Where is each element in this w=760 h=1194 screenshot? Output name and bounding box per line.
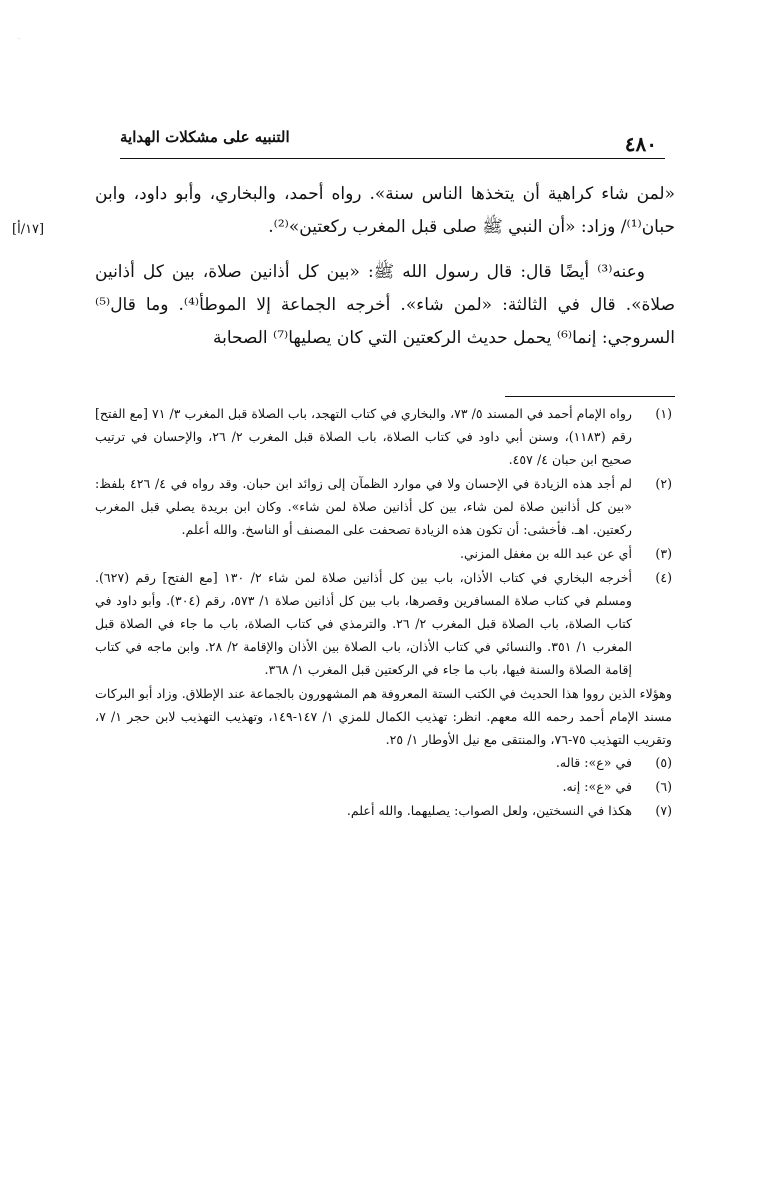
footnote-5 — [95, 751, 672, 774]
footnote-text: رواه الإمام أحمد في المسند ٥/ ٧٣، والبخاري في كتاب التهجد، باب الصلاة قبل المغرب ٣/ ٧١ [مع الفتح] رقم (١١٨٣)، وسنن أبي داود في كتاب الصلاة، باب الصلاة قبل المغرب ٢/ ٢٦، والإحسان في ترتيب صحيح ابن حبان ٤/ ٤٥٧. — [95, 406, 632, 467]
footnote-7 — [95, 799, 672, 822]
footnote-number: (٧) — [655, 803, 672, 818]
main-paragraph-2: وعنه⁽³⁾ أيضًا قال: قال رسول الله ﷺ: «بين كل أذانين صلاة، بين كل أذانين صلاة». قال في الثالثة: «لمن شاء». أخرجه الجماعة إلا الموطأ⁽⁴⁾. وما قال⁽⁵⁾ السروجي: إنما⁽⁶⁾ يحمل حديث الركعتين التي كان يصليها⁽⁷⁾ الصحابة — [95, 262, 676, 348]
footnote-text: أخرجه البخاري في كتاب الأذان، باب بين كل أذانين صلاة لمن شاء ٢/ ١٣٠ [مع الفتح] رقم (٦٢٧). ومسلم في كتاب صلاة المسافرين وقصرها، باب بين كل أذانين صلاة ١/ ٥٧٣، رقم (٣٠٤). وأبو داود في كتاب الصلاة، باب الصلاة قبل المغرب ٢/ ٢٦. والترمذي في كتاب الصلاة، باب ما جاء في الصلاة قبل المغرب ١/ ٣٥١. والنسائي في كتاب الأذان، باب الصلاة بين الأذان والإقامة ٢/ ٢٨. وابن ماجه في كتاب إقامة الصلاة والسنة فيها، باب ما جاء في الركعتين قبل المغرب ١/ ٣٦٨. — [95, 570, 633, 677]
footnote-number: (١) — [655, 406, 672, 421]
page-number: ٤٨٠ — [624, 132, 657, 156]
footnote-number: (٦) — [655, 779, 672, 794]
footnote-text: لم أجد هذه الزيادة في الإحسان ولا في موارد الظمآن إلى زوائد ابن حبان. وقد رواه في ٤/ ٤٢٦ بلفظ: «بين كل أذانين صلاة لمن شاء، بين كل أذانين صلاة لمن شاء». وكان ابن بريدة يصلي قبل المغرب ركعتين. اهـ. فأخشى: أن تكون هذه الزيادة تصحفت على المصنف أو الناسخ. والله أعلم. — [95, 476, 632, 537]
manuscript-folio-ref: [١٧/أ] — [12, 222, 45, 237]
footnote-6 — [95, 775, 672, 798]
footnote-text: في «ع»: قاله. — [555, 755, 632, 770]
footnote-number: (٥) — [655, 755, 672, 770]
footnote-4 — [95, 566, 672, 681]
running-title: التنبيه على مشكلات الهداية — [120, 128, 290, 146]
crop-mark: · — [18, 36, 20, 43]
footnote-text: في «ع»: إنه. — [562, 779, 632, 794]
footnote-1 — [95, 402, 672, 471]
footnotes — [95, 402, 672, 823]
footnote-4-continuation: وهؤلاء الذين رووا هذا الحديث في الكتب الستة المعروفة هم المشهورون بالجماعة عند الإطلاق. وزاد أبو البركات مسند الإمام أحمد رحمه الله معهم. انظر: تهذيب الكمال للمزي ١/ ١٤٧-١٤٩، وتهذيب التهذيب لابن حجر ١/ ٧، وتقريب التهذيب ٧٥-٧٦، والمنتقى مع نيل الأوطار ١/ ٢٥. — [95, 686, 672, 747]
footnote-2 — [95, 472, 672, 541]
page-header — [120, 118, 665, 159]
main-paragraph-1: «لمن شاء كراهية أن يتخذها الناس سنة». رواه أحمد، والبخاري، وأبو داود، وابن حبان⁽¹⁾/ وزاد: «أن النبي ﷺ صلى قبل المغرب ركعتين»⁽²⁾. — [95, 184, 675, 237]
footnote-separator — [505, 396, 675, 397]
footnote-3 — [95, 542, 672, 565]
footnote-number: (٣) — [655, 546, 672, 561]
footnote-text: هكذا في النسختين، ولعل الصواب: يصليهما. والله أعلم. — [346, 803, 632, 818]
footnote-text: أي عن عبد الله بن مغفل المزني. — [459, 546, 632, 561]
main-text — [95, 178, 675, 367]
footnote-number: (٢) — [655, 476, 672, 491]
footnote-number: (٤) — [655, 570, 672, 585]
